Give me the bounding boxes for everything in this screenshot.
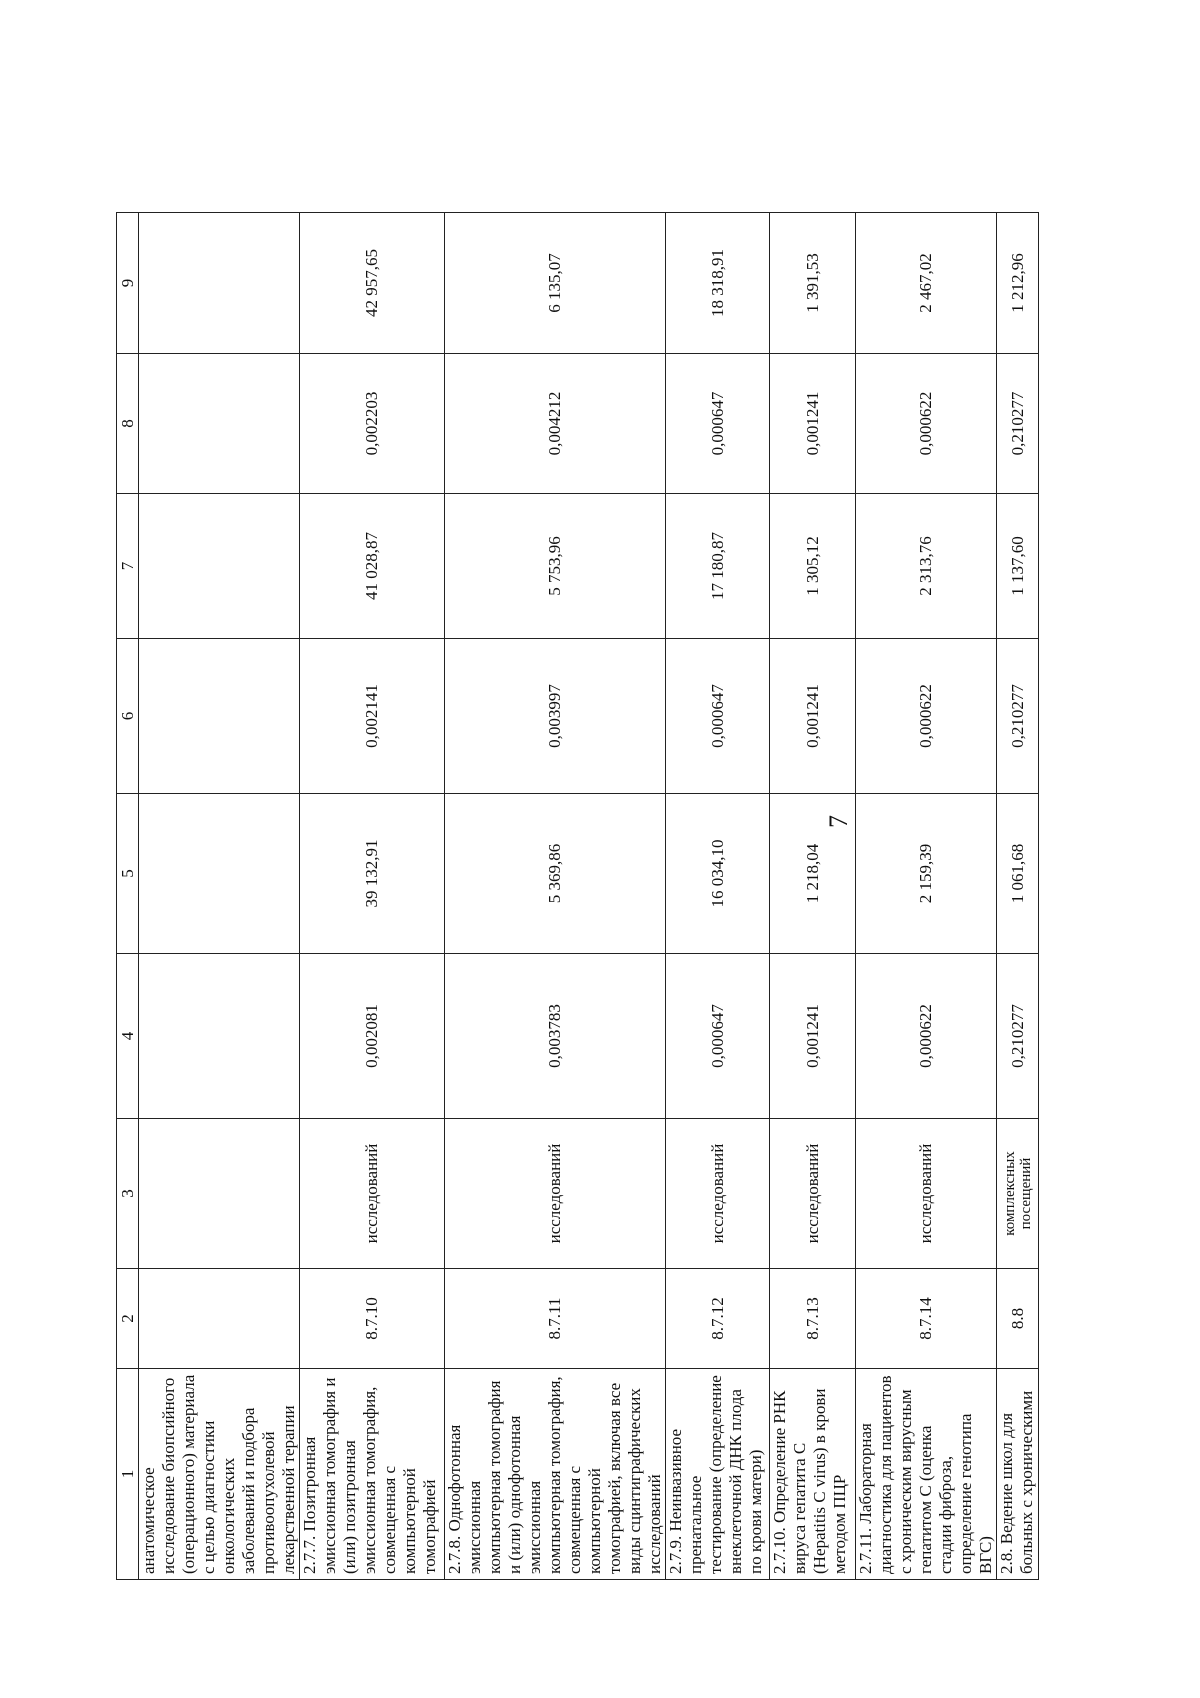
row-value: 1 305,12 <box>770 494 856 639</box>
row-unit: комплексных посещений <box>997 1119 1039 1269</box>
row-value: 18 318,91 <box>666 213 770 354</box>
row-value <box>139 213 300 354</box>
row-code: 8.7.12 <box>666 1269 770 1369</box>
page-number: 7 <box>824 815 853 828</box>
row-value: 1 137,60 <box>997 494 1039 639</box>
row-value: 0,004212 <box>445 354 666 494</box>
col-header: 8 <box>117 354 139 494</box>
row-description: 2.7.10. Определение РНК вируса гепатита С (Hepatitis C virus) в крови методом ПЦР <box>770 1369 856 1580</box>
row-value: 1 218,04 <box>770 794 856 954</box>
table-row <box>139 213 300 1580</box>
row-description: 2.7.9. Неинвазивное пренатальное тестирование (определение внеклеточной ДНК плода по крови матери) <box>666 1369 770 1580</box>
row-value <box>139 494 300 639</box>
row-value: 0,210277 <box>997 354 1039 494</box>
row-value: 5 369,86 <box>445 794 666 954</box>
row-unit: исследований <box>445 1119 666 1269</box>
row-unit <box>139 1119 300 1269</box>
row-description: 2.8. Ведение школ для больных с хроническими <box>997 1369 1039 1580</box>
row-value: 0,002141 <box>300 639 445 794</box>
row-value: 0,001241 <box>770 639 856 794</box>
row-code: 8.8 <box>997 1269 1039 1369</box>
col-header: 4 <box>117 954 139 1119</box>
row-value: 0,210277 <box>997 639 1039 794</box>
row-value <box>139 639 300 794</box>
row-value: 0,000647 <box>666 354 770 494</box>
row-value: 0,000622 <box>856 639 997 794</box>
col-header: 9 <box>117 213 139 354</box>
row-code <box>139 1269 300 1369</box>
row-value: 41 028,87 <box>300 494 445 639</box>
row-code: 8.7.10 <box>300 1269 445 1369</box>
row-value <box>139 794 300 954</box>
table-row <box>666 213 770 1580</box>
row-description: 2.7.7. Позитронная эмиссионная томография и (или) позитронная эмиссионная томография, совмещенная с компьютерной томографией <box>300 1369 445 1580</box>
row-value: 2 467,02 <box>856 213 997 354</box>
row-value: 1 212,96 <box>997 213 1039 354</box>
row-unit: исследований <box>300 1119 445 1269</box>
row-description: 2.7.11. Лабораторная диагностика для пациентов с хроническим вирусным гепатитом С (оценка стадии фиброза, определение генотипа ВГС) <box>856 1369 997 1580</box>
row-value <box>139 354 300 494</box>
col-header: 5 <box>117 794 139 954</box>
row-value: 0,002081 <box>300 954 445 1119</box>
table-row <box>856 213 997 1580</box>
row-value: 0,000647 <box>666 954 770 1119</box>
table-row <box>445 213 666 1580</box>
header-row <box>117 213 139 1580</box>
row-code: 8.7.14 <box>856 1269 997 1369</box>
col-header: 1 <box>117 1369 139 1580</box>
table-row <box>300 213 445 1580</box>
row-value: 2 159,39 <box>856 794 997 954</box>
row-value: 6 135,07 <box>445 213 666 354</box>
row-value <box>139 954 300 1119</box>
row-description: 2.7.8. Однофотонная эмиссионная компьютерная томография и (или) однофотонная эмиссионная компьютерная томография, совмещенная с компьютерной томографией, включая все виды сцинтиграфических исследований <box>445 1369 666 1580</box>
col-header: 3 <box>117 1119 139 1269</box>
row-value: 0,210277 <box>997 954 1039 1119</box>
row-code: 8.7.11 <box>445 1269 666 1369</box>
row-code: 8.7.13 <box>770 1269 856 1369</box>
row-value: 0,001241 <box>770 954 856 1119</box>
row-value: 0,000622 <box>856 354 997 494</box>
row-value: 16 034,10 <box>666 794 770 954</box>
row-unit: исследований <box>856 1119 997 1269</box>
row-description: анатомическое исследование биопсийного (операционного) материала с целью диагностики онкологических заболеваний и подбора противоопухолевой лекарственной терапии <box>139 1369 300 1580</box>
row-value: 39 132,91 <box>300 794 445 954</box>
row-value: 17 180,87 <box>666 494 770 639</box>
row-unit: исследований <box>770 1119 856 1269</box>
row-value: 0,001241 <box>770 354 856 494</box>
row-value: 0,003997 <box>445 639 666 794</box>
table-row <box>770 213 856 1580</box>
row-value: 5 753,96 <box>445 494 666 639</box>
row-value: 0,000622 <box>856 954 997 1119</box>
row-value: 0,002203 <box>300 354 445 494</box>
row-value: 0,000647 <box>666 639 770 794</box>
row-value: 2 313,76 <box>856 494 997 639</box>
col-header: 7 <box>117 494 139 639</box>
col-header: 2 <box>117 1269 139 1369</box>
row-value: 1 391,53 <box>770 213 856 354</box>
row-unit: исследований <box>666 1119 770 1269</box>
row-value: 42 957,65 <box>300 213 445 354</box>
table-row <box>997 213 1039 1580</box>
col-header: 6 <box>117 639 139 794</box>
tariff-table <box>116 212 1039 1580</box>
row-value: 1 061,68 <box>997 794 1039 954</box>
row-value: 0,003783 <box>445 954 666 1119</box>
